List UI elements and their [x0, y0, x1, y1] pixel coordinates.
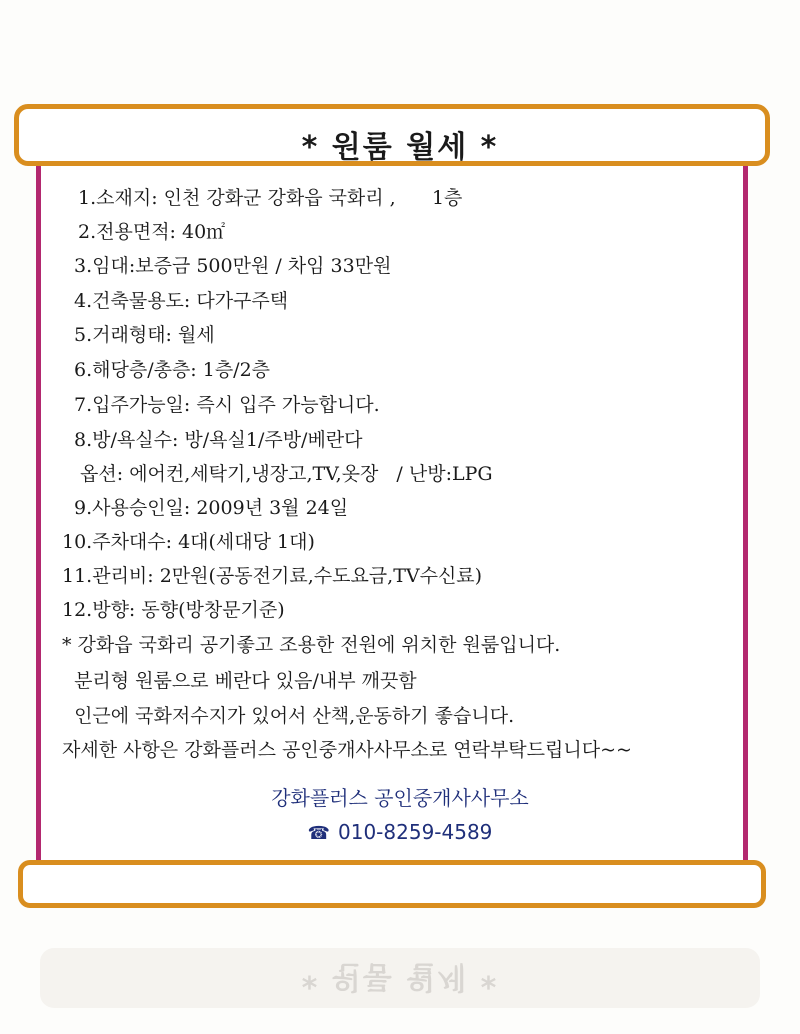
item-move-in: 7.입주가능일: 즉시 입주 가능합니다. [74, 394, 380, 416]
item-building-use: 4.건축물용도: 다가구주택 [74, 290, 289, 312]
note-line-2: 분리형 원룸으로 베란다 있음/내부 깨끗함 [62, 670, 417, 692]
item-options: 옵션: 에어컨,세탁기,냉장고,TV,옷장 / 난방:LPG [74, 463, 493, 485]
agency-name: 강화플러스 공인중개사사무소 [271, 786, 529, 810]
item-management-fee: 11.관리비: 2만원(공동전기료,수도요금,TV수신료) [62, 565, 483, 587]
item-direction: 12.방향: 동향(방창문기준) [62, 599, 285, 621]
item-floor: 6.해당층/총층: 1층/2층 [74, 359, 271, 381]
bleed-through-title: * 원룸 월세 * [301, 959, 499, 994]
phone-number: 010-8259-4589 [338, 820, 493, 844]
item-area: 2.전용면적: 40㎡ [78, 221, 226, 243]
item-approval-date: 9.사용승인일: 2009년 3월 24일 [74, 497, 349, 519]
note-line-1: * 강화읍 국화리 공기좋고 조용한 전원에 위치한 원룸입니다. [62, 634, 561, 656]
item-location: 1.소재지: 인천 강화군 강화읍 국화리 , 1층 [78, 187, 463, 209]
footer-frame [18, 860, 766, 908]
note-line-4: 자세한 사항은 강화플러스 공인중개사사무소로 연락부탁드립니다~~ [62, 739, 632, 761]
item-deal-type: 5.거래형태: 월세 [74, 324, 215, 346]
item-rooms: 8.방/욕실수: 방/욕실1/주방/베란다 [74, 429, 363, 451]
note-line-3: 인근에 국화저수지가 있어서 산책,운동하기 좋습니다. [62, 705, 515, 727]
item-rent: 3.임대:보증금 500만원 / 차임 33만원 [74, 255, 392, 277]
item-parking: 10.주차대수: 4대(세대당 1대) [62, 531, 315, 553]
phone-row [0, 820, 800, 844]
telephone-icon: ☎ [307, 823, 330, 844]
page-title: * 원룸 월세 * [301, 130, 499, 165]
